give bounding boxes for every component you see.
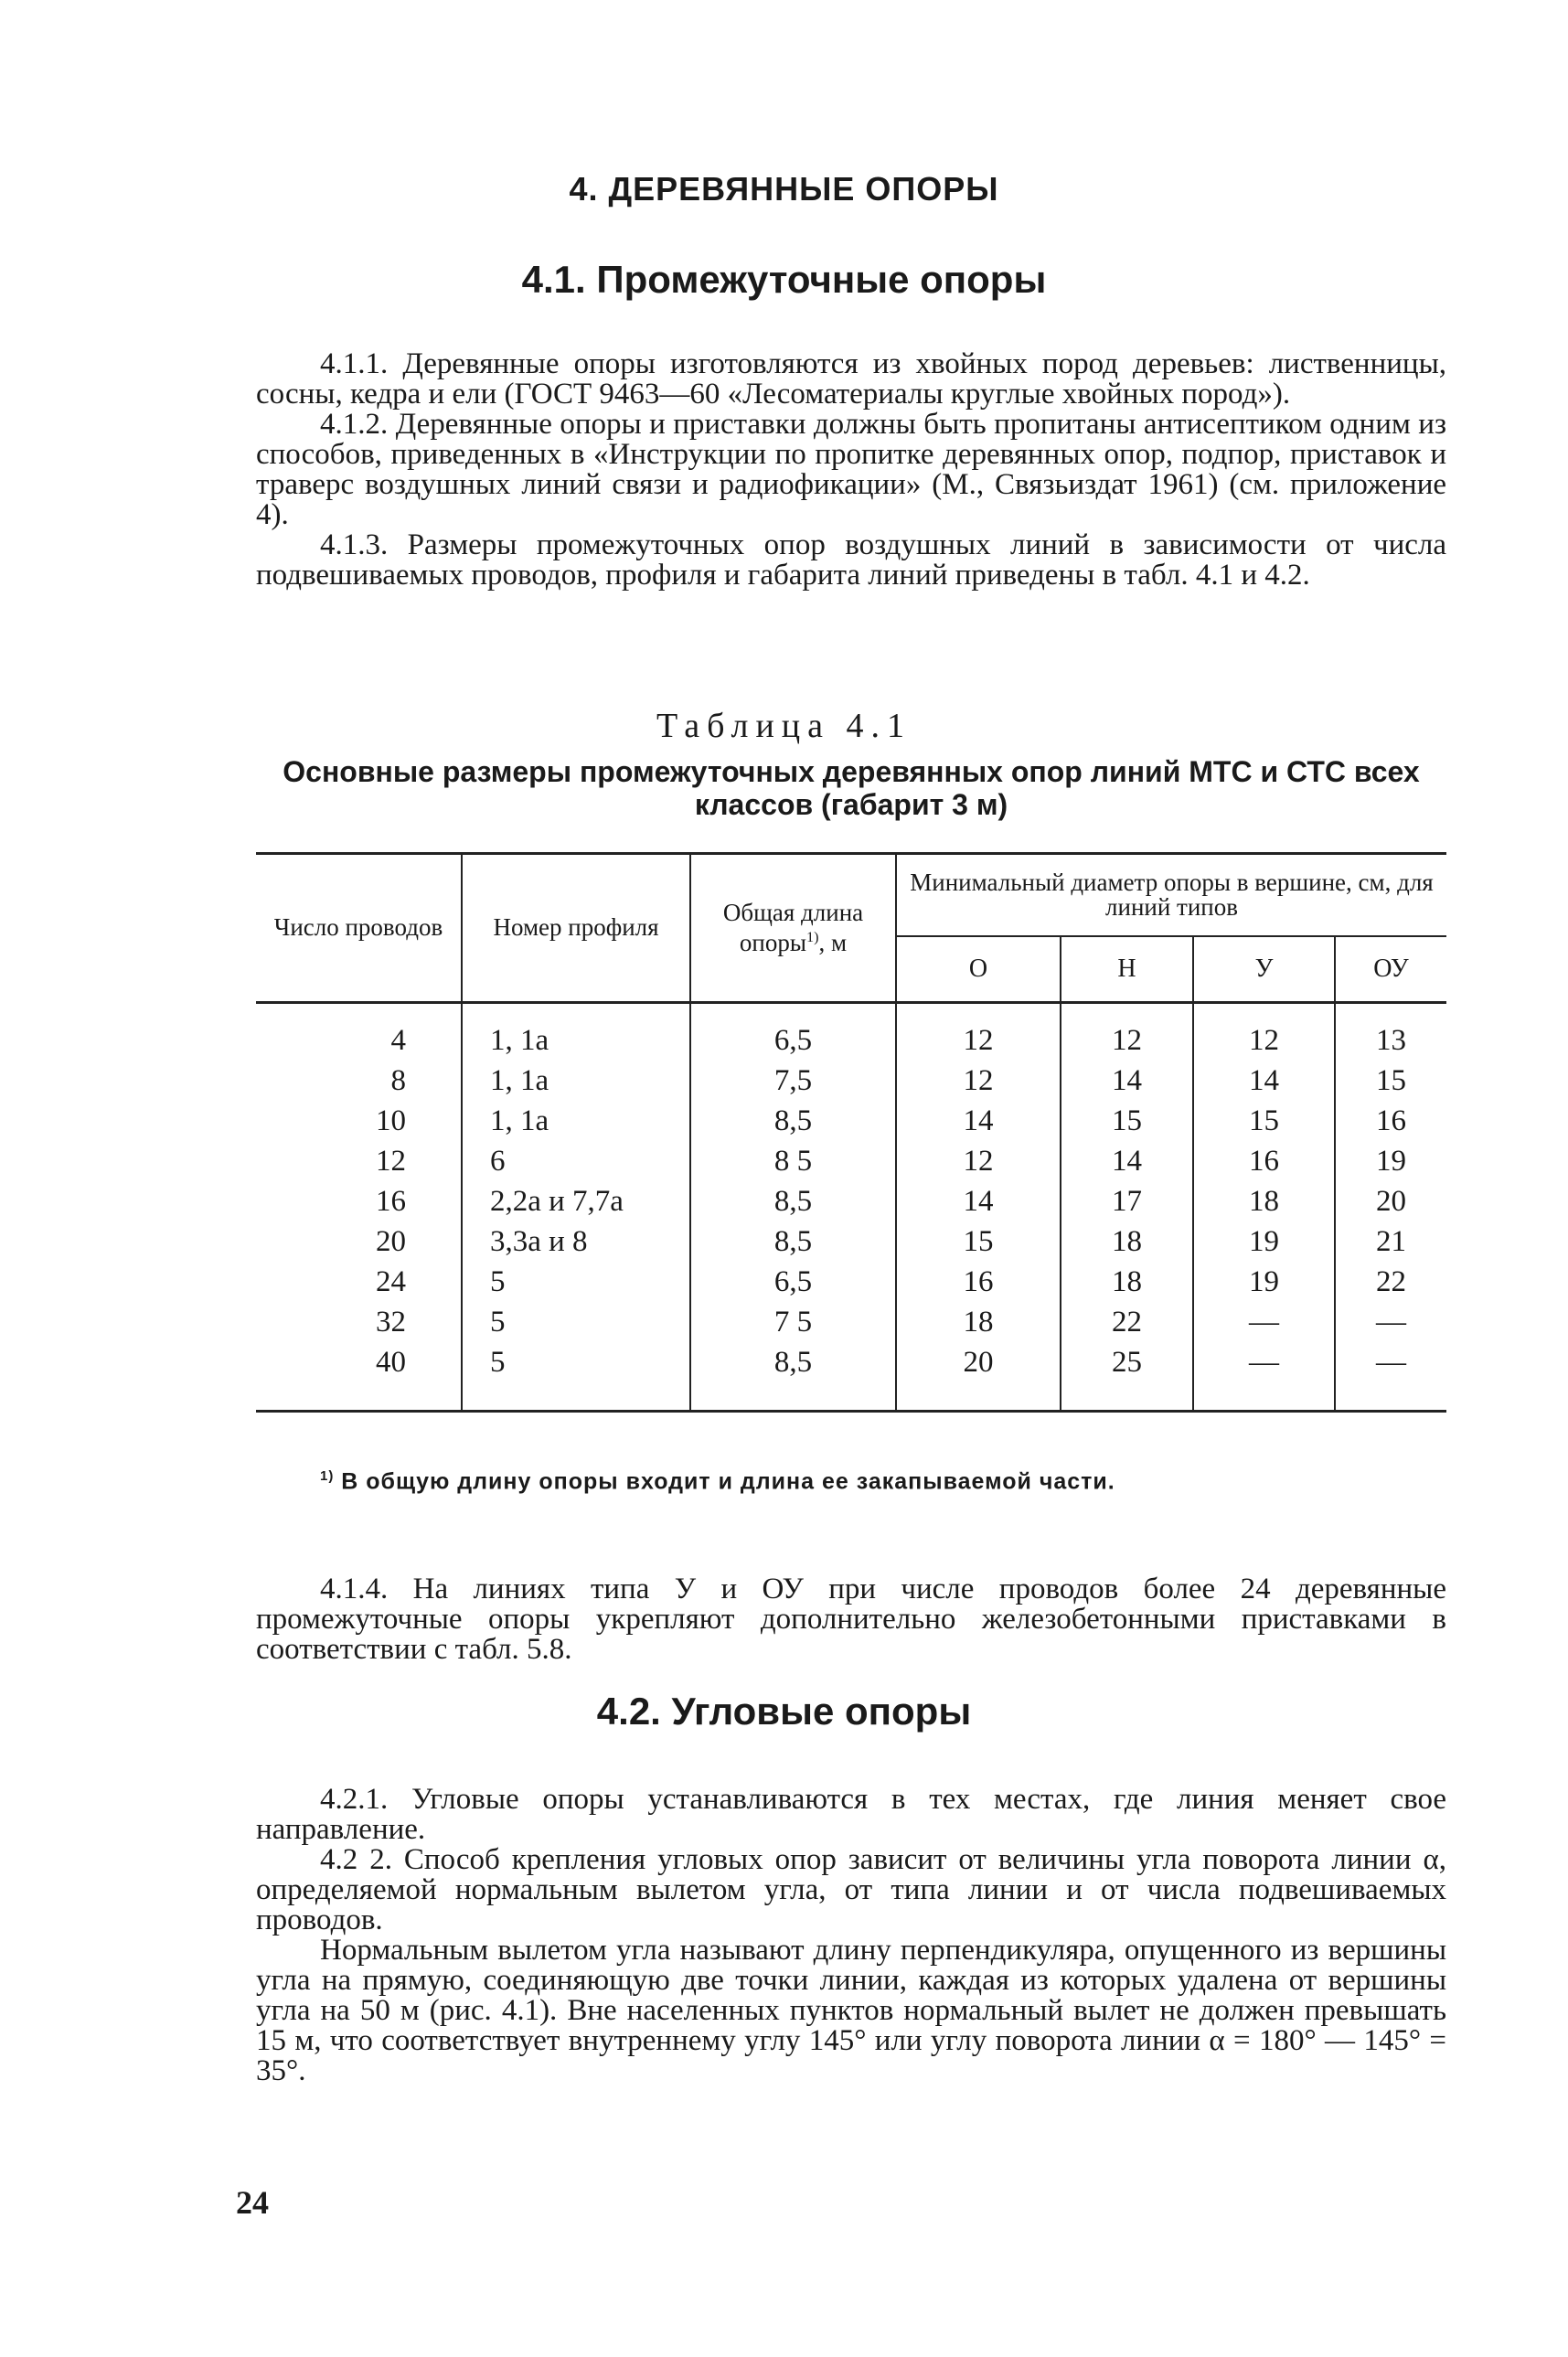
table-row <box>256 1002 1446 1061</box>
table-cell: 12 <box>896 1061 1061 1101</box>
table-cell: 14 <box>1061 1141 1193 1181</box>
table-cell: 12 <box>1193 1002 1335 1061</box>
table-row <box>256 1342 1446 1412</box>
column-header-profile: Номер профиля <box>462 854 690 1003</box>
paragraph: 4.1.1. Деревянные опоры изготовляются из хвойных пород деревьев: лиственницы, сосны, кедра и ели (ГОСТ 9463—60 «Лесоматериалы круглые хвойных пород»). <box>256 347 1446 411</box>
table-cell: 22 <box>1061 1302 1193 1342</box>
column-header-diameter: Минимальный диаметр опоры в вершине, см, для линий типов <box>896 854 1446 936</box>
paragraph: 4.1.2. Деревянные опоры и приставки должны быть пропитаны антисептиком одним из способов, приведенных в «Инструкции по пропитке деревянных опор, подпор, приставок и траверс воздушных линий связи и радиофикации» (М., Связьиздат 1961) (см. приложение 4). <box>256 408 1446 531</box>
dimensions-table <box>256 852 1446 1413</box>
table-cell: — <box>1335 1342 1446 1412</box>
table-body <box>256 1002 1446 1411</box>
table-cell: 12 <box>376 1144 406 1178</box>
table-cell: 16 <box>376 1184 406 1218</box>
table-row <box>256 1262 1446 1302</box>
table-row <box>256 1101 1446 1141</box>
table-cell: 20 <box>896 1342 1061 1412</box>
page-number: 24 <box>236 2184 269 2221</box>
table-cell: 2,2а и 7,7а <box>462 1181 690 1221</box>
table-cell: 20 <box>376 1224 406 1258</box>
table-cell: 1, 1а <box>462 1002 690 1061</box>
paragraph: 4.1.3. Размеры промежуточных опор воздушных линий в зависимости от числа подвешиваемых проводов, профиля и габарита линий приведены в табл. 4.1 и 4.2. <box>256 528 1446 592</box>
table-cell: 10 <box>376 1104 406 1137</box>
table-cell: 32 <box>376 1305 406 1338</box>
table-cell: 6 <box>462 1141 690 1181</box>
table-cell: 8,5 <box>690 1181 896 1221</box>
table-row <box>256 1141 1446 1181</box>
column-header-type-u: У <box>1193 936 1335 1003</box>
table-cell: 7 5 <box>690 1302 896 1342</box>
section-42-body <box>256 1785 1446 2086</box>
table-cell: 14 <box>1061 1061 1193 1101</box>
table-cell: — <box>1193 1342 1335 1412</box>
table-title: Основные размеры промежуточных деревянных опор линий МТС и СТС всех классов (габарит 3 м) <box>283 755 1420 821</box>
chapter-title: 4. ДЕРЕВЯННЫЕ ОПОРЫ <box>569 170 999 208</box>
table-cell: — <box>1335 1302 1446 1342</box>
section-title: 4.2. Угловые опоры <box>596 1690 972 1733</box>
table-cell: 8 5 <box>690 1141 896 1181</box>
paragraph-414 <box>256 1574 1446 1665</box>
table-cell: 5 <box>462 1302 690 1342</box>
table-cell: 16 <box>896 1262 1061 1302</box>
column-header-type-o: О <box>896 936 1061 1003</box>
table-cell: 6,5 <box>690 1002 896 1061</box>
table-cell: 18 <box>1193 1181 1335 1221</box>
table-cell: 22 <box>1335 1262 1446 1302</box>
table-cell: 14 <box>896 1101 1061 1141</box>
paragraph: 4.2.1. Угловые опоры устанавливаются в тех местах, где линия меняет свое направление. <box>256 1783 1446 1846</box>
table-cell: 6,5 <box>690 1262 896 1302</box>
table-cell: 18 <box>1061 1221 1193 1262</box>
table-cell: 8,5 <box>690 1342 896 1412</box>
column-header-type-ou: ОУ <box>1335 936 1446 1003</box>
paragraph: 4.1.4. На линиях типа У и ОУ при числе проводов более 24 деревянные промежуточные опоры укрепляют дополнительно железобетонными приставками в соответствии с табл. 5.8. <box>256 1573 1446 1666</box>
table-cell: 19 <box>1193 1221 1335 1262</box>
table-cell: 19 <box>1193 1262 1335 1302</box>
table-cell: 15 <box>896 1221 1061 1262</box>
table-cell: 13 <box>1335 1002 1446 1061</box>
table-cell: 24 <box>376 1264 406 1298</box>
column-header-type-n: Н <box>1061 936 1193 1003</box>
table-cell: 17 <box>1061 1181 1193 1221</box>
table-cell: 12 <box>896 1002 1061 1061</box>
table-cell: 25 <box>1061 1342 1193 1412</box>
table-cell: 1, 1а <box>462 1061 690 1101</box>
paragraph: 4.2 2. Способ крепления угловых опор зависит от величины угла поворота линии α, определяемой нормальным вылетом угла, от типа линии и от числа подвешиваемых проводов. <box>256 1843 1446 1936</box>
table-cell: 7,5 <box>690 1061 896 1101</box>
table-cell: 21 <box>1335 1221 1446 1262</box>
section-41-body <box>256 349 1446 591</box>
table-row <box>256 1181 1446 1221</box>
table-cell: 14 <box>896 1181 1061 1221</box>
table-cell: 14 <box>1193 1061 1335 1101</box>
table-cell: 5 <box>462 1342 690 1412</box>
table-cell: 20 <box>1335 1181 1446 1221</box>
column-header-length: Общая длина опоры$^{1)}$, м <box>690 854 896 1003</box>
table-cell: 8 <box>390 1063 406 1097</box>
table-cell: 5 <box>462 1262 690 1302</box>
table-cell: 19 <box>1335 1141 1446 1181</box>
table-cell: 3,3а и 8 <box>462 1221 690 1262</box>
table-cell: 8,5 <box>690 1221 896 1262</box>
table-cell: 16 <box>1335 1101 1446 1141</box>
paragraph: Нормальным вылетом угла называют длину перпендикуляра, опущенного из вершины угла на прямую, соединяющую две точки линии, каждая из которых удалена от вершины угла на 50 м (рис. 4.1). Вне населенных пунктов нормальный вылет не должен превышать 15 м, что соответствует внутреннему углу 145° или углу поворота линии α = 180° — 145° = 35°. <box>256 1934 1446 2087</box>
table-caption: Таблица 4.1 <box>656 707 912 745</box>
table-cell: 18 <box>896 1302 1061 1342</box>
table-cell: — <box>1193 1302 1335 1342</box>
table-cell: 4 <box>256 1002 462 1061</box>
table-row <box>256 1221 1446 1262</box>
table-cell: 8,5 <box>690 1101 896 1141</box>
column-header-wires: Число проводов <box>256 854 462 1003</box>
table-row <box>256 1061 1446 1101</box>
table-row <box>256 1302 1446 1342</box>
table-cell: 12 <box>896 1141 1061 1181</box>
table-footnote: $^{1)}$ В общую длину опоры входит и длина ее закапываемой части. <box>320 1468 1115 1495</box>
table-cell: 18 <box>1061 1262 1193 1302</box>
section-title: 4.1. Промежуточные опоры <box>521 258 1047 301</box>
table-cell: 16 <box>1193 1141 1335 1181</box>
table-cell: 40 <box>256 1342 462 1412</box>
table-cell: 1, 1а <box>462 1101 690 1141</box>
table-cell: 15 <box>1193 1101 1335 1141</box>
table-cell: 15 <box>1061 1101 1193 1141</box>
table-cell: 15 <box>1335 1061 1446 1101</box>
table-cell: 12 <box>1061 1002 1193 1061</box>
